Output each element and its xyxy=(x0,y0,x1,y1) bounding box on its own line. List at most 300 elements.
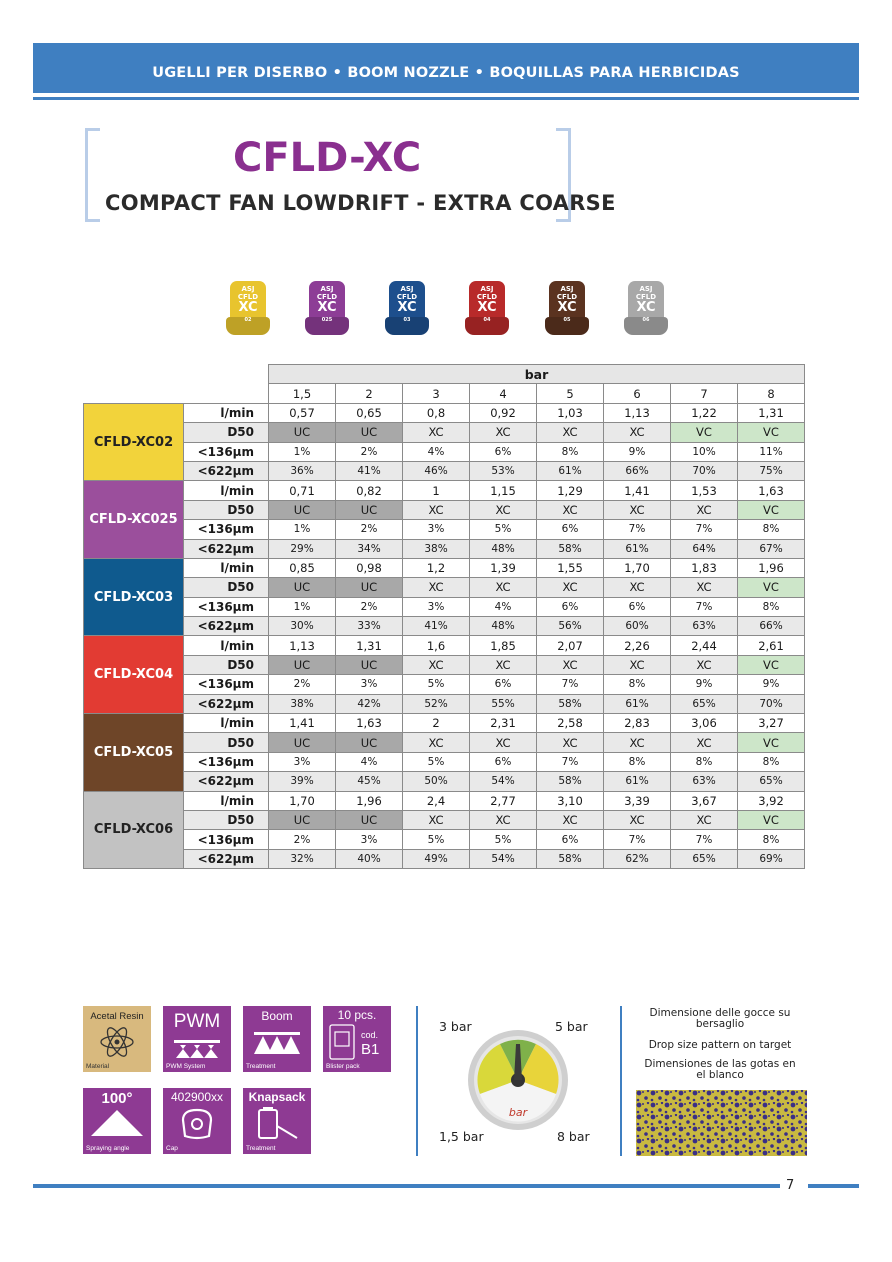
value-cell: VC xyxy=(738,423,805,442)
nozzle-name: CFLD-XC02 xyxy=(84,403,184,481)
value-cell: XC xyxy=(470,733,537,752)
value-cell: 0,98 xyxy=(336,558,403,577)
nozzle-image-05 xyxy=(545,281,589,336)
value-cell: 8% xyxy=(537,442,604,461)
nozzle-size: 025 xyxy=(321,317,333,323)
value-cell: 2% xyxy=(336,597,403,616)
table-row xyxy=(84,597,805,616)
table-row xyxy=(84,520,805,539)
nozzle-size: 03 xyxy=(403,317,411,323)
nozzle-series: XC xyxy=(636,300,656,315)
value-cell: 8% xyxy=(738,597,805,616)
value-cell: XC xyxy=(403,655,470,674)
pressure-header: 6 xyxy=(604,384,671,403)
nozzle-brand: ASJ xyxy=(480,285,494,293)
value-cell: 5% xyxy=(403,830,470,849)
value-cell: 38% xyxy=(403,539,470,558)
nozzle-image-025 xyxy=(305,281,349,336)
value-cell: XC xyxy=(537,423,604,442)
cap-title: 402900xx xyxy=(170,1090,224,1104)
value-cell: 1% xyxy=(269,520,336,539)
value-cell: 7% xyxy=(671,830,738,849)
value-cell: 61% xyxy=(537,461,604,480)
value-cell: 69% xyxy=(738,849,805,868)
value-cell: 4% xyxy=(336,752,403,771)
table-row xyxy=(84,694,805,713)
value-cell: 58% xyxy=(537,694,604,713)
value-cell: 7% xyxy=(537,675,604,694)
value-cell: VC xyxy=(738,655,805,674)
value-cell: 56% xyxy=(537,617,604,636)
nozzle-name: CFLD-XC025 xyxy=(84,481,184,559)
metric-label: <136µm xyxy=(184,442,269,461)
metric-label: <622µm xyxy=(184,617,269,636)
drop-pattern-image xyxy=(636,1090,807,1156)
value-cell: 29% xyxy=(269,539,336,558)
value-cell: XC xyxy=(403,733,470,752)
value-cell: 1,70 xyxy=(269,791,336,810)
value-cell: 8% xyxy=(604,675,671,694)
nozzles-icon xyxy=(172,1038,222,1060)
value-cell: 7% xyxy=(671,597,738,616)
value-cell: 70% xyxy=(671,461,738,480)
nozzle-model: CFLD xyxy=(396,293,418,301)
value-cell: 7% xyxy=(604,520,671,539)
value-cell: 58% xyxy=(537,539,604,558)
blank-cell xyxy=(84,365,184,384)
table-row xyxy=(84,714,805,733)
value-cell: XC xyxy=(470,423,537,442)
value-cell: 48% xyxy=(470,617,537,636)
value-cell: XC xyxy=(671,810,738,829)
header-title: UGELLI PER DISERBO • BOOM NOZZLE • BOQUILLAS PARA HERBICIDAS xyxy=(152,65,740,81)
value-cell: 63% xyxy=(671,617,738,636)
value-cell: 3,27 xyxy=(738,714,805,733)
metric-label: <622µm xyxy=(184,694,269,713)
table-row xyxy=(84,791,805,810)
pwm-title: PWM xyxy=(173,1011,221,1032)
nozzle-label xyxy=(230,285,266,324)
value-cell: 1% xyxy=(269,597,336,616)
nozzle-name: CFLD-XC05 xyxy=(84,714,184,792)
value-cell: 2% xyxy=(336,442,403,461)
drop-info-en: Drop size pattern on target xyxy=(648,1039,792,1051)
value-cell: 65% xyxy=(738,772,805,791)
value-cell: 62% xyxy=(604,849,671,868)
value-cell: 2,4 xyxy=(403,791,470,810)
boom-caption: Treatment xyxy=(246,1063,276,1070)
value-cell: UC xyxy=(336,578,403,597)
table-row xyxy=(84,403,805,422)
table-row xyxy=(84,733,805,752)
nozzle-model: CFLD xyxy=(316,293,338,301)
value-cell: UC xyxy=(336,500,403,519)
value-cell: 6% xyxy=(537,520,604,539)
value-cell: 3% xyxy=(336,830,403,849)
drop-info-it: Dimensione delle gocce su bersaglio xyxy=(649,1007,791,1030)
cap-shape-icon xyxy=(179,1106,215,1142)
value-cell: 70% xyxy=(738,694,805,713)
boom-icon xyxy=(243,1006,311,1072)
value-cell: 65% xyxy=(671,849,738,868)
value-cell: 40% xyxy=(336,849,403,868)
value-cell: 54% xyxy=(470,849,537,868)
value-cell: 1,55 xyxy=(537,558,604,577)
value-cell: XC xyxy=(470,655,537,674)
knapsack-icon xyxy=(243,1088,311,1154)
value-cell: 3,10 xyxy=(537,791,604,810)
value-cell: 2 xyxy=(403,714,470,733)
blank-cell xyxy=(184,384,269,403)
metric-label: <622µm xyxy=(184,849,269,868)
gauge-unit: bar xyxy=(508,1106,528,1119)
table-row xyxy=(84,772,805,791)
value-cell: 2% xyxy=(269,830,336,849)
value-cell: 36% xyxy=(269,461,336,480)
value-cell: 3,67 xyxy=(671,791,738,810)
nozzle-image-06 xyxy=(624,281,668,336)
nozzle-brand: ASJ xyxy=(560,285,574,293)
divider-right xyxy=(620,1006,622,1156)
nozzle-label xyxy=(469,285,505,324)
value-cell: 1,31 xyxy=(738,403,805,422)
nozzle-model: CFLD xyxy=(237,293,259,301)
value-cell: 6% xyxy=(537,597,604,616)
knapsack-caption: Treatment xyxy=(246,1145,276,1152)
nozzle-model: CFLD xyxy=(635,293,657,301)
boom-title: Boom xyxy=(261,1009,293,1023)
table-row xyxy=(84,675,805,694)
pressure-header: 7 xyxy=(671,384,738,403)
table-row xyxy=(84,558,805,577)
nozzle-model: CFLD xyxy=(476,293,498,301)
value-cell: 10% xyxy=(671,442,738,461)
value-cell: VC xyxy=(671,423,738,442)
value-cell: 1,31 xyxy=(336,636,403,655)
value-cell: 2% xyxy=(269,675,336,694)
gauge-label-8bar: 8 bar xyxy=(557,1129,590,1144)
metric-label: l/min xyxy=(184,558,269,577)
value-cell: 1,85 xyxy=(470,636,537,655)
nozzle-brand: ASJ xyxy=(639,285,653,293)
value-cell: VC xyxy=(738,500,805,519)
value-cell: 46% xyxy=(403,461,470,480)
value-cell: XC xyxy=(604,733,671,752)
nozzle-series: XC xyxy=(397,300,417,315)
metric-label: <136µm xyxy=(184,597,269,616)
value-cell: UC xyxy=(269,578,336,597)
product-subtitle: COMPACT FAN LOWDRIFT - EXTRA COARSE xyxy=(105,191,616,215)
value-cell: 6% xyxy=(537,830,604,849)
value-cell: 3,06 xyxy=(671,714,738,733)
value-cell: 45% xyxy=(336,772,403,791)
table-row xyxy=(84,500,805,519)
metric-label: D50 xyxy=(184,733,269,752)
table-row xyxy=(84,655,805,674)
value-cell: 8% xyxy=(604,752,671,771)
nozzle-label xyxy=(389,285,425,324)
value-cell: 0,82 xyxy=(336,481,403,500)
value-cell: 58% xyxy=(537,849,604,868)
divider-left xyxy=(416,1006,418,1156)
value-cell: 63% xyxy=(671,772,738,791)
value-cell: 6% xyxy=(470,442,537,461)
value-cell: 1,96 xyxy=(738,558,805,577)
left-bracket xyxy=(85,128,100,222)
value-cell: 9% xyxy=(604,442,671,461)
value-cell: 66% xyxy=(604,461,671,480)
blister-icon xyxy=(323,1006,391,1072)
spraying-angle-icon xyxy=(83,1088,151,1154)
nozzle-series: XC xyxy=(317,300,337,315)
value-cell: XC xyxy=(537,655,604,674)
value-cell: 8% xyxy=(738,752,805,771)
value-cell: XC xyxy=(470,810,537,829)
value-cell: 0,71 xyxy=(269,481,336,500)
value-cell: 0,92 xyxy=(470,403,537,422)
value-cell: UC xyxy=(336,810,403,829)
value-cell: 1% xyxy=(269,442,336,461)
value-cell: 1,29 xyxy=(537,481,604,500)
value-cell: 7% xyxy=(537,752,604,771)
value-cell: 8% xyxy=(671,752,738,771)
angle-title: 100° xyxy=(101,1090,133,1107)
table-row xyxy=(84,461,805,480)
value-cell: 3% xyxy=(403,597,470,616)
value-cell: UC xyxy=(269,423,336,442)
value-cell: UC xyxy=(269,500,336,519)
value-cell: 9% xyxy=(738,675,805,694)
value-cell: 6% xyxy=(470,675,537,694)
value-cell: 3,92 xyxy=(738,791,805,810)
table-row xyxy=(84,849,805,868)
value-cell: 7% xyxy=(604,830,671,849)
blister-caption: Blister pack xyxy=(326,1063,360,1070)
nozzle-label xyxy=(309,285,345,324)
nozzle-image-04 xyxy=(465,281,509,336)
gauge-label-3bar: 3 bar xyxy=(439,1019,472,1034)
value-cell: 1,41 xyxy=(269,714,336,733)
value-cell: UC xyxy=(269,655,336,674)
value-cell: 8% xyxy=(738,520,805,539)
metric-label: l/min xyxy=(184,714,269,733)
blank-cell xyxy=(184,365,269,384)
table-row xyxy=(84,810,805,829)
gauge-label-5bar: 5 bar xyxy=(555,1019,588,1034)
value-cell: UC xyxy=(269,810,336,829)
value-cell: XC xyxy=(604,578,671,597)
value-cell: 41% xyxy=(403,617,470,636)
pressure-gauge-icon xyxy=(466,1028,570,1132)
blank-cell xyxy=(84,384,184,403)
value-cell: 4% xyxy=(470,597,537,616)
value-cell: 2,31 xyxy=(470,714,537,733)
value-cell: 50% xyxy=(403,772,470,791)
pressure-header: 2 xyxy=(336,384,403,403)
value-cell: 5% xyxy=(470,830,537,849)
value-cell: VC xyxy=(738,810,805,829)
value-cell: 1,13 xyxy=(604,403,671,422)
value-cell: XC xyxy=(470,500,537,519)
value-cell: XC xyxy=(671,733,738,752)
value-cell: 1,15 xyxy=(470,481,537,500)
atom-icon xyxy=(99,1026,135,1058)
value-cell: 2% xyxy=(336,520,403,539)
value-cell: 34% xyxy=(336,539,403,558)
material-caption: Material xyxy=(86,1063,110,1070)
value-cell: 1,63 xyxy=(336,714,403,733)
metric-label: <136µm xyxy=(184,830,269,849)
value-cell: XC xyxy=(403,810,470,829)
value-cell: XC xyxy=(671,500,738,519)
value-cell: 1,13 xyxy=(269,636,336,655)
value-cell: 1,6 xyxy=(403,636,470,655)
footer-line-right xyxy=(808,1184,859,1188)
value-cell: 1,22 xyxy=(671,403,738,422)
nozzle-label xyxy=(628,285,664,324)
table-row xyxy=(84,752,805,771)
value-cell: XC xyxy=(537,500,604,519)
metric-label: <136µm xyxy=(184,520,269,539)
metric-label: l/min xyxy=(184,791,269,810)
material-icon xyxy=(83,1006,151,1072)
value-cell: 0,8 xyxy=(403,403,470,422)
nozzle-image-02 xyxy=(226,281,270,336)
value-cell: 67% xyxy=(738,539,805,558)
metric-label: <622µm xyxy=(184,461,269,480)
value-cell: 55% xyxy=(470,694,537,713)
value-cell: XC xyxy=(537,810,604,829)
value-cell: 0,65 xyxy=(336,403,403,422)
page-number: 7 xyxy=(786,1178,795,1193)
value-cell: XC xyxy=(604,655,671,674)
value-cell: 54% xyxy=(470,772,537,791)
value-cell: 1,70 xyxy=(604,558,671,577)
value-cell: 8% xyxy=(738,830,805,849)
value-cell: 58% xyxy=(537,772,604,791)
metric-label: <136µm xyxy=(184,675,269,694)
metric-label: l/min xyxy=(184,403,269,422)
value-cell: 1,03 xyxy=(537,403,604,422)
knapsack-title: Knapsack xyxy=(248,1090,306,1104)
value-cell: VC xyxy=(738,733,805,752)
value-cell: XC xyxy=(470,578,537,597)
table-row xyxy=(84,830,805,849)
value-cell: 1,83 xyxy=(671,558,738,577)
value-cell: 42% xyxy=(336,694,403,713)
value-cell: 5% xyxy=(403,752,470,771)
metric-label: D50 xyxy=(184,810,269,829)
pressure-header: 3 xyxy=(403,384,470,403)
metric-label: D50 xyxy=(184,500,269,519)
cap-icon xyxy=(163,1088,231,1154)
value-cell: 3% xyxy=(269,752,336,771)
metric-label: l/min xyxy=(184,481,269,500)
product-title: CFLD-XC xyxy=(233,135,422,181)
table-row xyxy=(84,423,805,442)
fan-angle-icon xyxy=(89,1108,145,1138)
value-cell: UC xyxy=(336,423,403,442)
nozzle-size: 05 xyxy=(563,317,571,323)
value-cell: 61% xyxy=(604,539,671,558)
value-cell: 2,26 xyxy=(604,636,671,655)
value-cell: 4% xyxy=(403,442,470,461)
gauge-label-1-5bar: 1,5 bar xyxy=(439,1129,484,1144)
value-cell: 5% xyxy=(403,675,470,694)
angle-caption: Spraying angle xyxy=(86,1145,130,1152)
value-cell: 61% xyxy=(604,772,671,791)
value-cell: 1 xyxy=(403,481,470,500)
metric-label: <622µm xyxy=(184,772,269,791)
value-cell: 3% xyxy=(403,520,470,539)
value-cell: 64% xyxy=(671,539,738,558)
pwm-icon xyxy=(163,1006,231,1072)
value-cell: 65% xyxy=(671,694,738,713)
value-cell: XC xyxy=(537,733,604,752)
value-cell: 2,61 xyxy=(738,636,805,655)
value-cell: VC xyxy=(738,578,805,597)
value-cell: 33% xyxy=(336,617,403,636)
value-cell: 52% xyxy=(403,694,470,713)
table-row xyxy=(84,442,805,461)
value-cell: 3% xyxy=(336,675,403,694)
value-cell: 53% xyxy=(470,461,537,480)
table-row xyxy=(84,636,805,655)
nozzle-name: CFLD-XC04 xyxy=(84,636,184,714)
value-cell: 2,83 xyxy=(604,714,671,733)
pressure-header: 4 xyxy=(470,384,537,403)
value-cell: XC xyxy=(671,578,738,597)
value-cell: 0,85 xyxy=(269,558,336,577)
nozzle-brand: ASJ xyxy=(241,285,255,293)
value-cell: 30% xyxy=(269,617,336,636)
nozzle-model: CFLD xyxy=(556,293,578,301)
value-cell: 75% xyxy=(738,461,805,480)
value-cell: XC xyxy=(671,655,738,674)
nozzle-series: XC xyxy=(477,300,497,315)
nozzle-image-03 xyxy=(385,281,429,336)
table-row xyxy=(84,539,805,558)
nozzle-brand: ASJ xyxy=(320,285,334,293)
value-cell: 1,2 xyxy=(403,558,470,577)
nozzle-size: 04 xyxy=(483,317,491,323)
value-cell: XC xyxy=(604,423,671,442)
value-cell: 9% xyxy=(671,675,738,694)
value-cell: 2,07 xyxy=(537,636,604,655)
value-cell: 60% xyxy=(604,617,671,636)
nozzle-size: 06 xyxy=(642,317,650,323)
nozzle-size: 02 xyxy=(244,317,252,323)
pwm-caption: PWM System xyxy=(166,1063,206,1070)
metric-label: <622µm xyxy=(184,539,269,558)
pressure-header: 8 xyxy=(738,384,805,403)
value-cell: XC xyxy=(403,578,470,597)
header-underline xyxy=(33,97,859,100)
nozzle-name: CFLD-XC06 xyxy=(84,791,184,869)
value-cell: 5% xyxy=(470,520,537,539)
metric-label: <136µm xyxy=(184,752,269,771)
metric-label: l/min xyxy=(184,636,269,655)
value-cell: XC xyxy=(403,500,470,519)
pressure-header: 5 xyxy=(537,384,604,403)
drop-info-es: Dimensiones de las gotas en el blanco xyxy=(644,1058,796,1081)
footer-line xyxy=(33,1184,780,1188)
value-cell: 1,53 xyxy=(671,481,738,500)
nozzle-series: XC xyxy=(238,300,258,315)
cap-caption: Cap xyxy=(166,1145,178,1152)
nozzle-label xyxy=(549,285,585,324)
value-cell: 49% xyxy=(403,849,470,868)
